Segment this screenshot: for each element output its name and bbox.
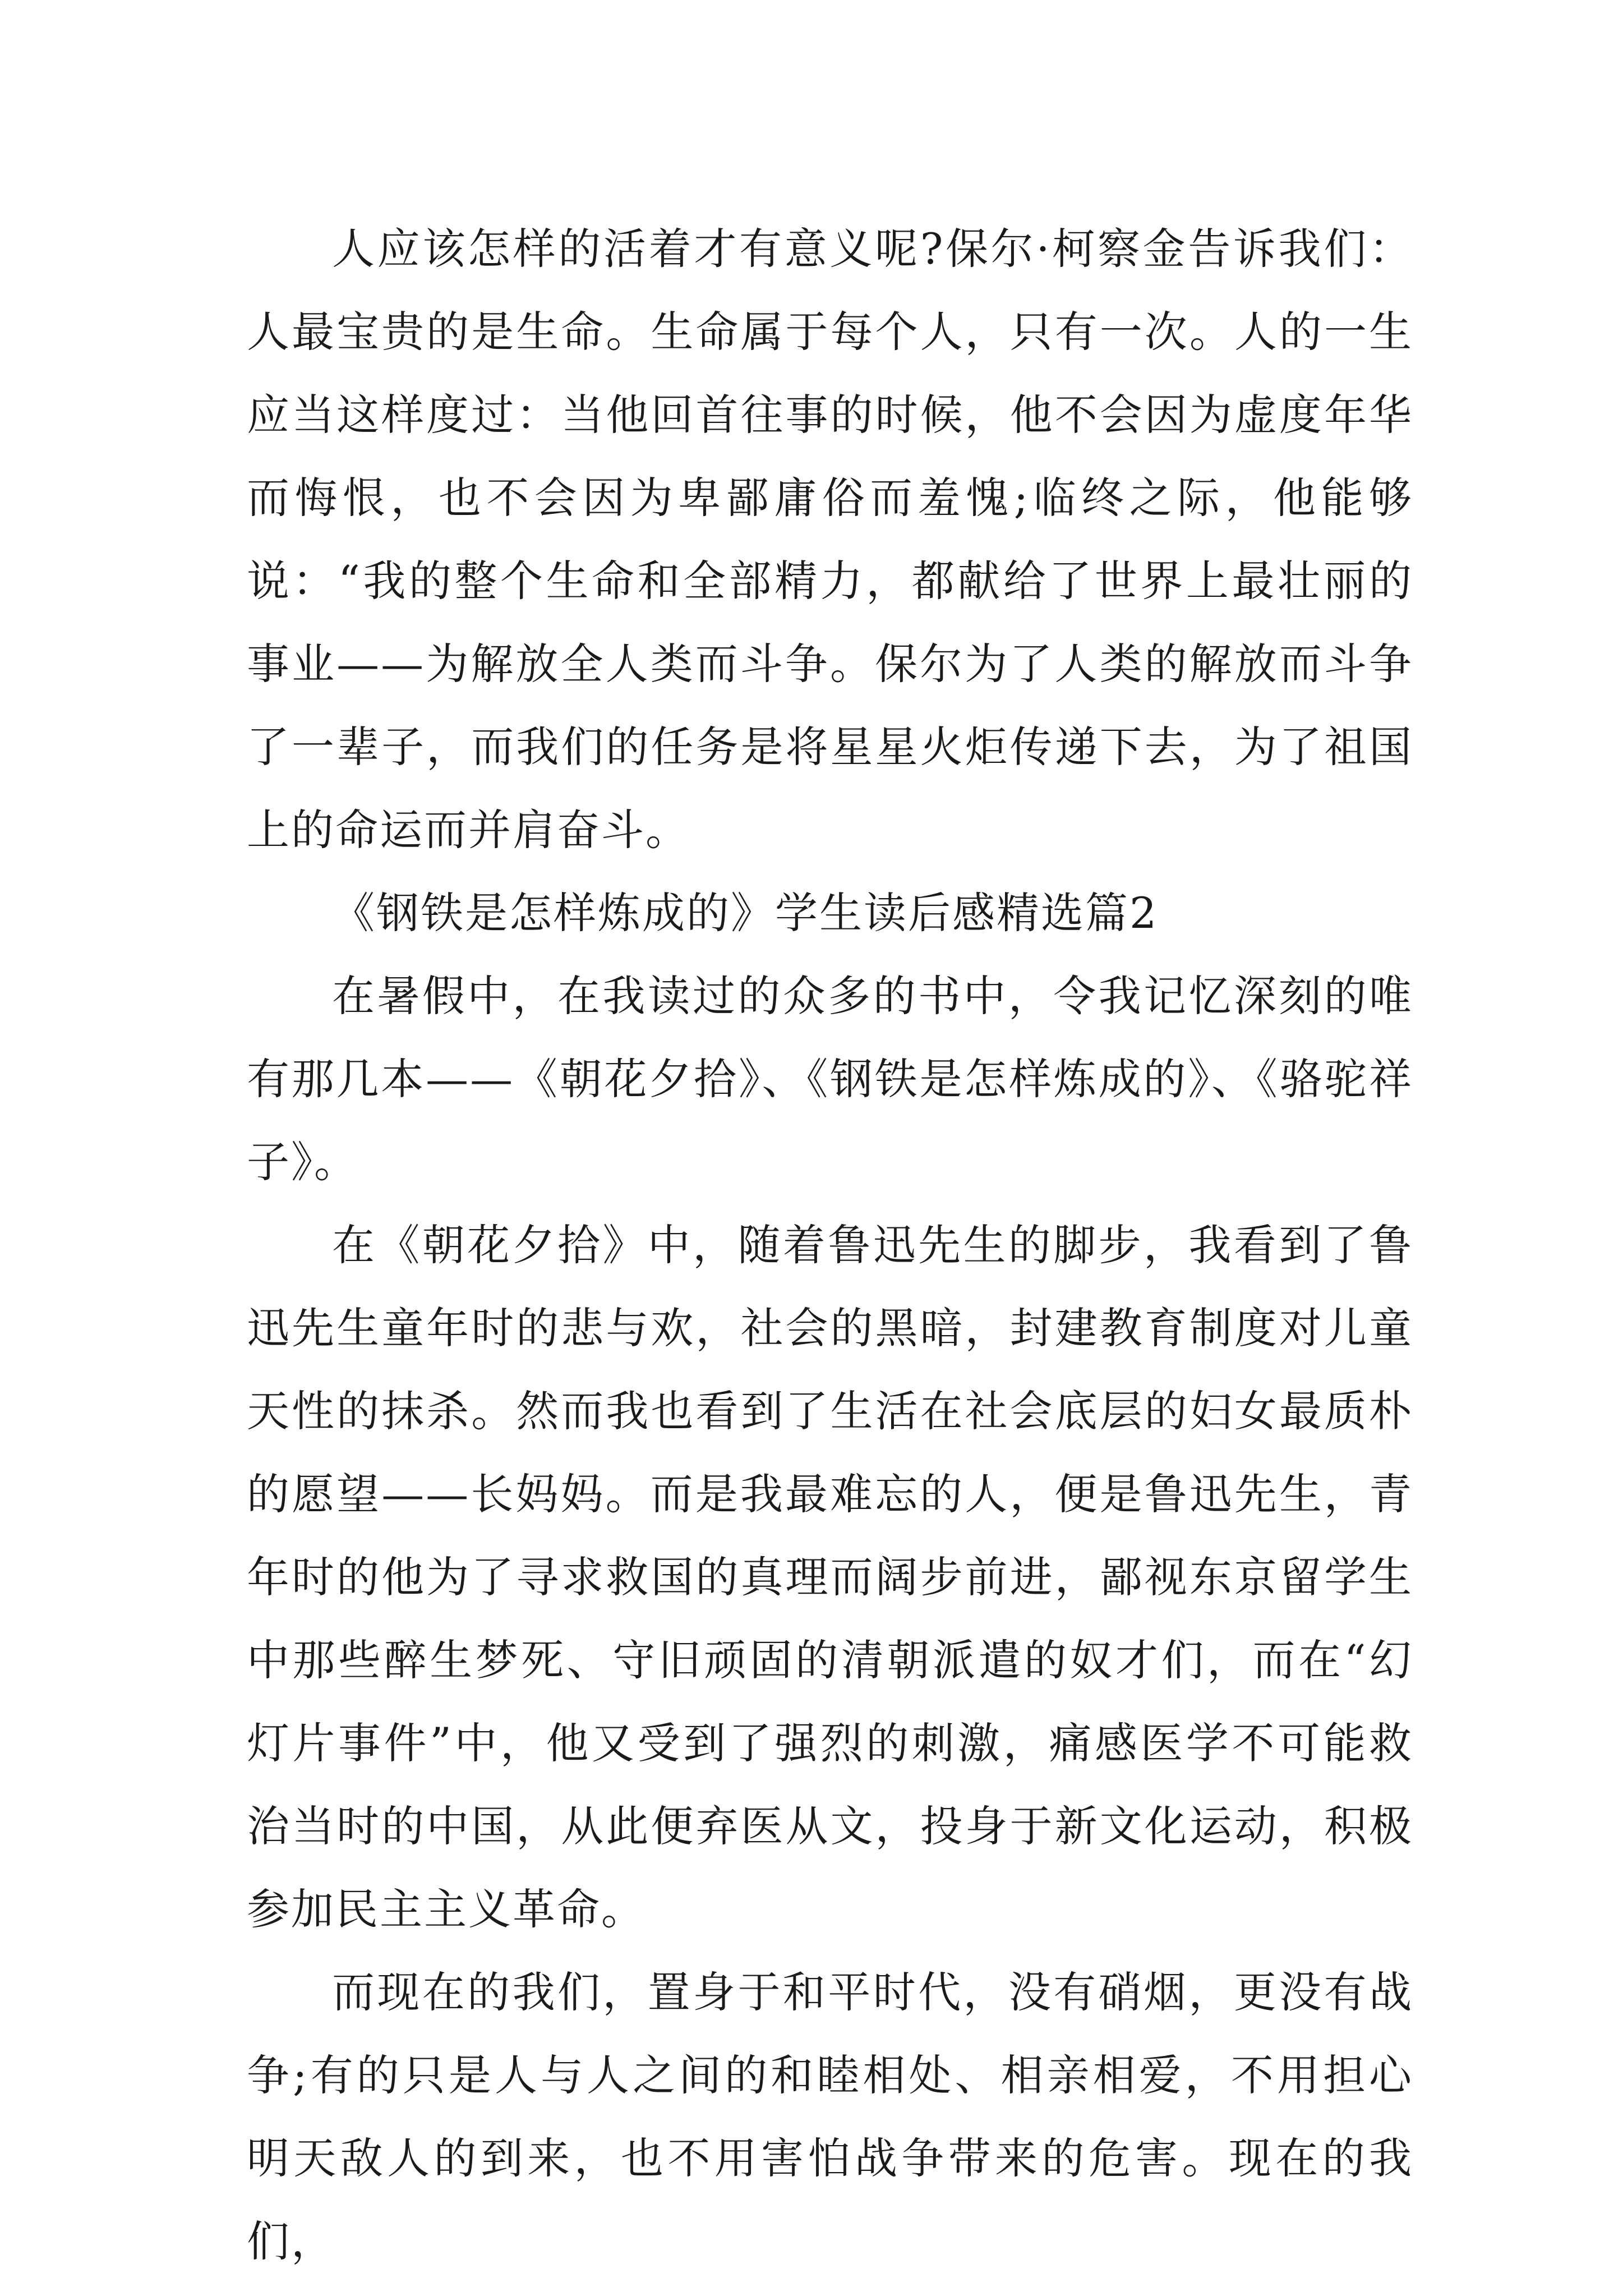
paragraph-zhaohua-xishi: 在《朝花夕拾》中，随着鲁迅先生的脚步，我看到了鲁迅先生童年时的悲与欢，社会的黑暗，封建教育制度对儿童天性的抹杀。然而我也看到了生活在社会底层的妇女最质朴的愿望——长妈妈。而是我最难忘的人，便是鲁迅先生，青年时的他为了寻求救国的真理而阔步前进，鄙视东京留学生中那些醉生梦死、守旧顽固的清朝派遣的奴才们，而在“幻灯片事件”中，他又受到了强烈的刺激，痛感医学不可能救治当时的中国，从此便弃医从文，投身于新文化运动，积极参加民主主义革命。 [247,1220,1413,1934]
paragraph-summer-reading: 在暑假中，在我读过的众多的书中，令我记忆深刻的唯有那几本——《朝花夕拾》、《钢铁是怎样炼成的》、《骆驼祥子》。 [247,971,1413,1187]
paragraph-peaceful-era: 而现在的我们，置身于和平时代，没有硝烟，更没有战争;有的只是人与人之间的和睦相处、相亲相爱，不用担心明天敌人的到来，也不用害怕战争带来的危害。现在的我们， [247,1967,1413,2266]
paragraph-meaning-of-life: 人应该怎样的活着才有意义呢?保尔·柯察金告诉我们：人最宝贵的是生命。生命属于每个人，只有一次。人的一生应当这样度过：当他回首往事的时候，他不会因为虚度年华而悔恨，也不会因为卑鄙庸俗而羞愧;临终之际，他能够说：“我的整个生命和全部精力，都献给了世界上最壮丽的事业——为解放全人类而斗争。保尔为了人类的解放而斗争了一辈子，而我们的任务是将星星火炬传递下去，为了祖国上的命运而并肩奋斗。 [247,224,1413,855]
section-heading: 《钢铁是怎样炼成的》学生读后感精选篇2 [332,888,1159,938]
document-body [247,208,1413,2283]
